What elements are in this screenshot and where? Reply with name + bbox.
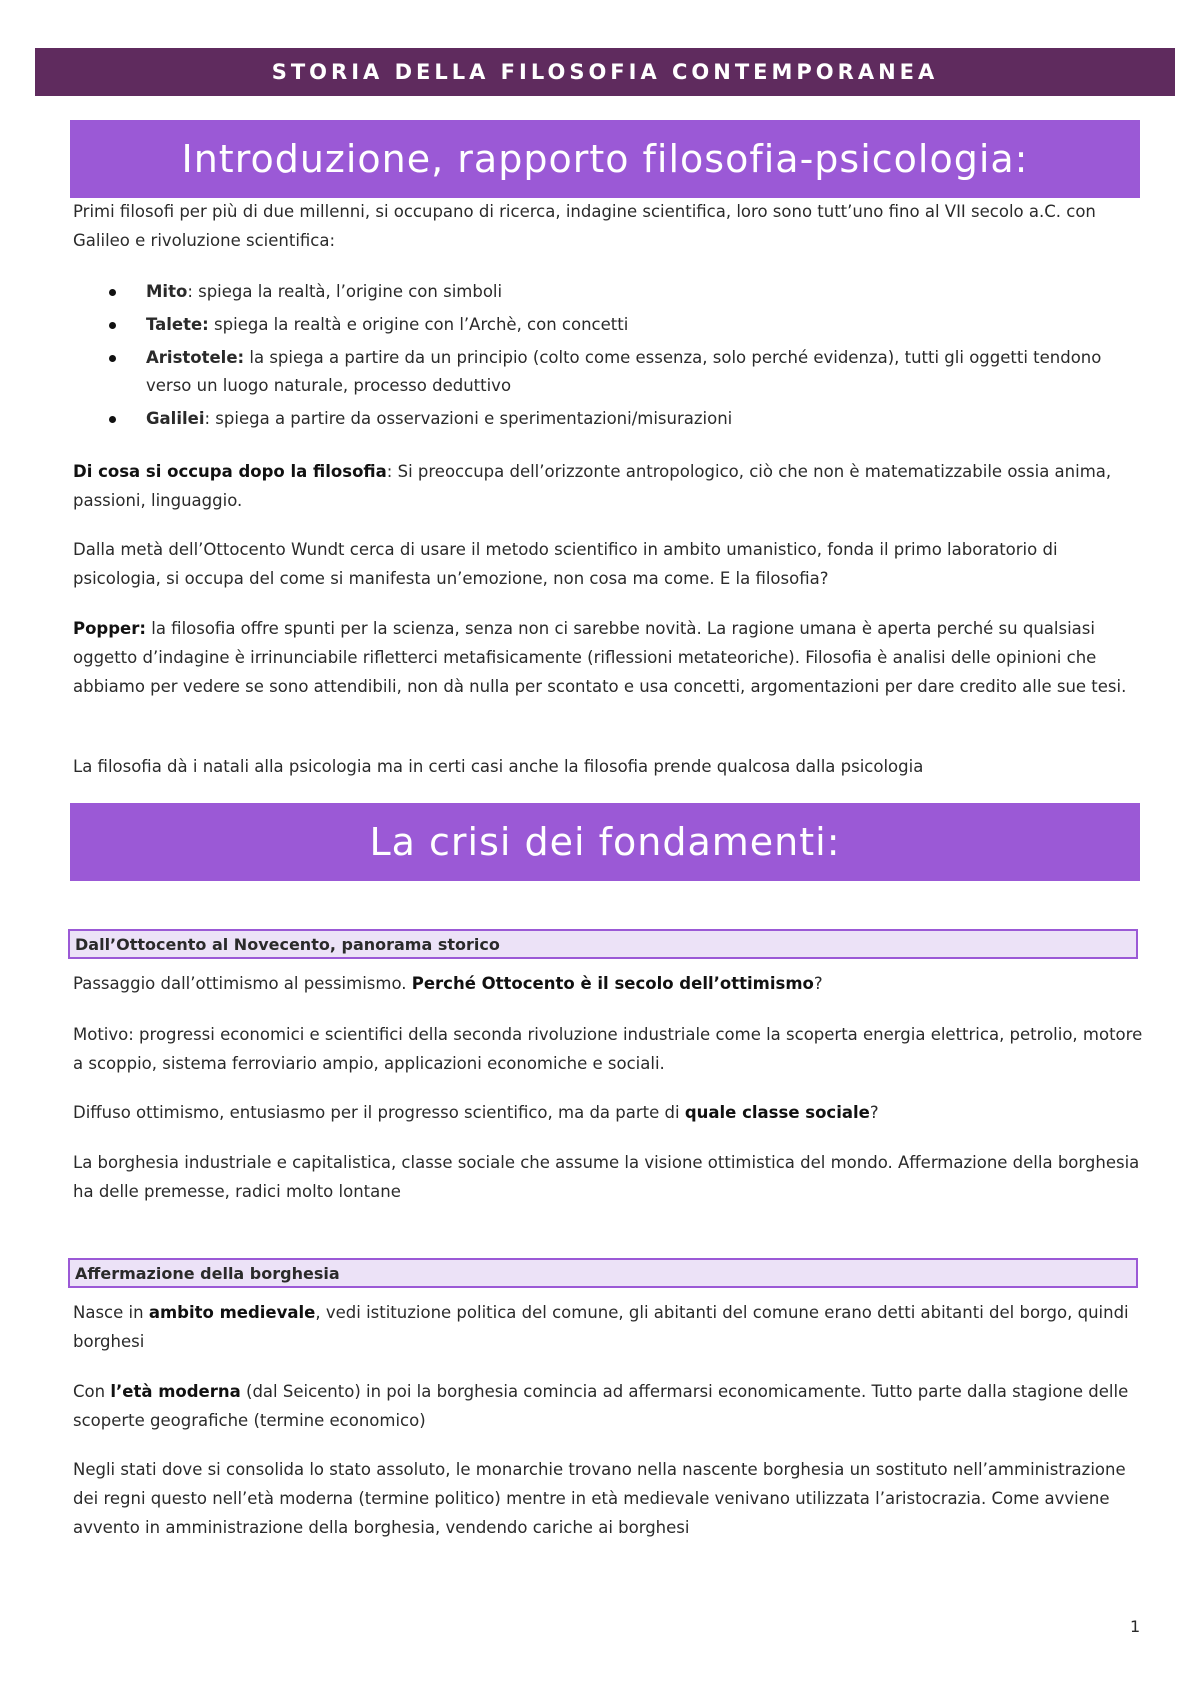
paragraph-text: ?	[869, 1103, 879, 1122]
paragraph-bold: ambito medievale	[148, 1303, 316, 1322]
paragraph-popper	[73, 614, 1143, 701]
document-banner: STORIA DELLA FILOSOFIA CONTEMPORANEA	[35, 48, 1175, 96]
section-title-crisi: La crisi dei fondamenti:	[70, 803, 1140, 881]
bullet-term: Mito	[146, 282, 188, 301]
paragraph-text: Passaggio dall’ottimismo al pessimismo.	[73, 974, 412, 993]
paragraph-wundt: Dalla metà dell’Ottocento Wundt cerca di usare il metodo scientifico in ambito umanistico, fonda il primo laboratorio di psicologia, si occupa del come si manifesta un’emozione, non cosa ma come. E la filosofia?	[73, 540, 1058, 588]
bullet-list	[73, 278, 1113, 438]
bullet-text: : spiega a partire da osservazioni e sperimentazioni/misurazioni	[204, 409, 733, 428]
bullet-item-galilei	[73, 405, 1113, 433]
paragraph-text: Diffuso ottimismo, entusiasmo per il progresso scientifico, ma da parte di	[73, 1103, 685, 1122]
bullet-text: la spiega a partire da un principio (colto come essenza, solo perché evidenza), tutti gli oggetti tendono verso un luogo naturale, processo deduttivo	[146, 348, 1102, 395]
bullet-term: Galilei	[146, 409, 205, 428]
paragraph-stato-assoluto: Negli stati dove si consolida lo stato assoluto, le monarchie trovano nella nascente borghesia un sostituto nell’amministrazione dei regni questo nell’età moderna (termine politico) mentre in età medievale venivano utilizzata l’aristocrazia. Come avviene avvento in amministrazione della borghesia, vendendo cariche ai borghesi	[73, 1460, 1126, 1537]
bullet-icon	[109, 355, 116, 362]
bullet-icon	[109, 416, 116, 423]
paragraph-bold: l’età moderna	[110, 1382, 241, 1401]
paragraph-text: Nasce in	[73, 1303, 149, 1322]
bullet-icon	[109, 322, 116, 329]
paragraph-text: : Si preoccupa dell’orizzonte antropologico, ciò che non è matematizzabile ossia anima, passioni, linguaggio.	[73, 462, 1112, 510]
paragraph-text: (dal Seicento) in poi la borghesia comincia ad affermarsi economicamente. Tutto parte dalla stagione delle scoperte geografiche (termine economico)	[73, 1382, 1129, 1430]
bullet-item-mito	[73, 278, 1113, 306]
bullet-term: Talete:	[146, 315, 209, 334]
paragraph-eta-moderna	[73, 1377, 1143, 1435]
paragraph-text: , vedi istituzione politica del comune, gli abitanti del comune erano detti abitanti del borgo, quindi borghesi	[73, 1303, 1129, 1351]
bullet-icon	[109, 289, 116, 296]
paragraph-bold: quale classe sociale	[684, 1103, 870, 1122]
paragraph-text: Con	[73, 1382, 111, 1401]
paragraph-diffuso	[73, 1098, 1143, 1127]
paragraph-motivo: Motivo: progressi economici e scientifici della seconda rivoluzione industriale come la scoperta energia elettrica, petrolio, motore a scoppio, sistema ferroviario ampio, applicazioni economiche e sociali.	[73, 1025, 1143, 1073]
paragraph-di-cosa	[73, 457, 1143, 515]
bullet-text: : spiega la realtà, l’origine con simboli	[187, 282, 503, 301]
bullet-item-aristotele	[73, 344, 1113, 400]
subheader-ottocento: Dall’Ottocento al Novecento, panorama storico	[68, 929, 1138, 959]
paragraph-bold: Di cosa si occupa dopo la filosofia	[73, 462, 387, 481]
bullet-term: Aristotele:	[146, 348, 245, 367]
paragraph-medievale	[73, 1298, 1143, 1356]
paragraph-bold: Perché Ottocento è il secolo dell’ottimismo	[411, 974, 814, 993]
section-title-introduzione: Introduzione, rapporto filosofia-psicologia:	[70, 120, 1140, 198]
subheader-affermazione: Affermazione della borghesia	[68, 1258, 1138, 1288]
paragraph-text: la filosofia offre spunti per la scienza, senza non ci sarebbe novità. La ragione umana è aperta perché su qualsiasi oggetto d’indagine è irrinunciabile rifletterci metafisicamente (riflessioni metateoriche). Filosofia è analisi delle opinioni che abbiamo per vedere se sono attendibili, non dà nulla per scontato e usa concetti, argomentazioni per dare credito alle sue tesi.	[73, 619, 1127, 696]
paragraph-borghesia-industriale: La borghesia industriale e capitalistica, classe sociale che assume la visione ottimistica del mondo. Affermazione della borghesia ha delle premesse, radici molto lontane	[73, 1153, 1140, 1201]
page-number: 1	[1130, 1617, 1141, 1636]
bullet-item-talete	[73, 311, 1113, 339]
paragraph-text: ?	[813, 974, 823, 993]
paragraph-natali: La filosofia dà i natali alla psicologia ma in certi casi anche la filosofia prende qualcosa dalla psicologia	[73, 757, 924, 776]
intro-paragraph: Primi filosofi per più di due millenni, si occupano di ricerca, indagine scientifica, loro sono tutt’uno fino al VII secolo a.C. con Galileo e rivoluzione scientifica:	[73, 202, 1096, 250]
paragraph-ottimismo	[73, 969, 1143, 998]
paragraph-bold: Popper:	[73, 619, 146, 638]
bullet-text: spiega la realtà e origine con l’Archè, con concetti	[208, 315, 629, 334]
